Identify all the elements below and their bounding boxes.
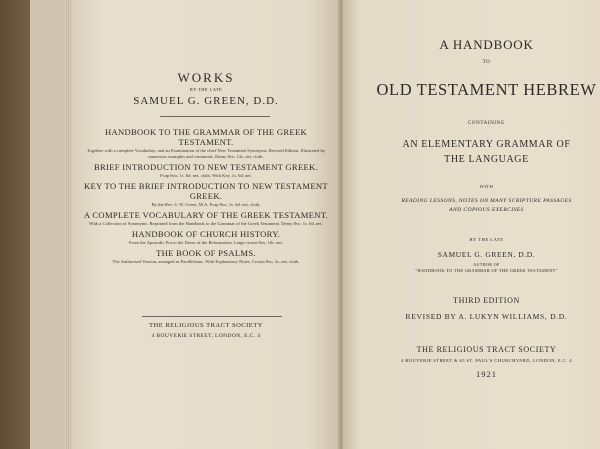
author-of-work: "HANDBOOK TO THE GRAMMAR OF THE GREEK TESTAMENT": [415, 268, 558, 273]
book-description: Together with a complete Vocabulary, and an Examination of the chief New Testament Synonyms. Revised Edition. Illustrated by numerous examples and comments. Demy 8vo. 12s. net, cloth.: [86, 148, 326, 159]
book-title: HANDBOOK TO THE GRAMMAR OF THE GREEK TESTAMENT.: [104, 127, 308, 147]
list-item: [78, 162, 334, 179]
book-title: THE BOOK OF PSALMS.: [156, 248, 256, 258]
publication-year: 1921: [476, 369, 497, 379]
reviser-credit: REVISED BY A. LUKYN WILLIAMS, D.D.: [405, 312, 568, 321]
book-title: HANDBOOK OF CHURCH HISTORY.: [131, 229, 281, 239]
readings-line-1: READING LESSONS, NOTES ON MANY SCRIPTURE PASSAGES: [401, 198, 572, 204]
publisher-name: THE RELIGIOUS TRACT SOCIETY: [149, 322, 263, 329]
book-description: By the Rev. S. W. Green, M.A. Fcap 8vo, 1s. 6d. net, cloth.: [151, 202, 261, 207]
author-of-label: AUTHOR OF: [473, 262, 500, 267]
works-heading: WORKS: [177, 70, 235, 85]
list-item: [78, 229, 334, 246]
divider-rule: [160, 116, 270, 117]
publisher-address: 4 BOUVERIE STREET, LONDON, E.C. 4: [151, 333, 261, 339]
book-title: A COMPLETE VOCABULARY OF THE GREEK TESTAMENT.: [83, 210, 329, 220]
containing-label: CONTAINING: [468, 121, 505, 126]
open-book: [30, 0, 600, 449]
with-label: WITH: [479, 184, 494, 189]
book-title: BRIEF INTRODUCTION TO NEW TESTAMENT GREEK.: [93, 162, 319, 172]
list-item: [78, 181, 334, 208]
list-item: [78, 210, 334, 227]
list-item: [78, 127, 334, 160]
title-line-1: A HANDBOOK: [439, 37, 534, 52]
author-name: SAMUEL G. GREEN, D.D.: [133, 95, 279, 107]
subtitle: [343, 137, 600, 167]
by-the-late-label: BY THE LATE: [189, 87, 223, 92]
title-page: [343, 0, 600, 449]
publisher-block: [72, 322, 340, 339]
edition-label: THIRD EDITION: [453, 296, 520, 305]
by-the-late-label: BY THE LATE: [469, 237, 504, 242]
readings-description: [343, 197, 600, 215]
subtitle-line-2: THE LANGUAGE: [444, 154, 529, 165]
left-page: [72, 0, 340, 449]
publisher-address: 4 BOUVERIE STREET & 65 ST. PAUL'S CHURCHYARD, LONDON, E.C. 4: [401, 358, 572, 363]
book-description: Fcap 8vo, 1s. 6d. net, cloth. With Key, 1s. 6d. net.: [160, 173, 252, 178]
book-title: KEY TO THE BRIEF INTRODUCTION TO NEW TESTAMENT GREEK.: [84, 181, 328, 201]
main-title: OLD TESTAMENT HEBREW: [376, 80, 597, 99]
book-description: The Authorised Version, arranged as Parallelisms. With Explanatory Notes. Crown 8vo, 2s. net, cloth.: [112, 259, 300, 264]
publisher-name: THE RELIGIOUS TRACT SOCIETY: [416, 345, 557, 354]
book-description: With a Collection of Synonyms. Reprinted from the Handbook to the Grammar of the Greek Testament. Demy 8vo. 1s. 6d. net.: [89, 221, 323, 226]
book-description: From the Apostolic Era to the Dawn of the Reformation. Large crown 8vo, 10s. net.: [128, 240, 284, 245]
list-item: [78, 248, 334, 265]
readings-line-2: AND COPIOUS EXERCISES: [449, 207, 524, 213]
works-list: [78, 125, 334, 265]
title-connector: TO: [482, 60, 491, 65]
divider-rule: [142, 316, 282, 317]
author-name: SAMUEL G. GREEN, D.D.: [437, 250, 536, 259]
subtitle-line-1: AN ELEMENTARY GRAMMAR OF: [402, 139, 571, 150]
